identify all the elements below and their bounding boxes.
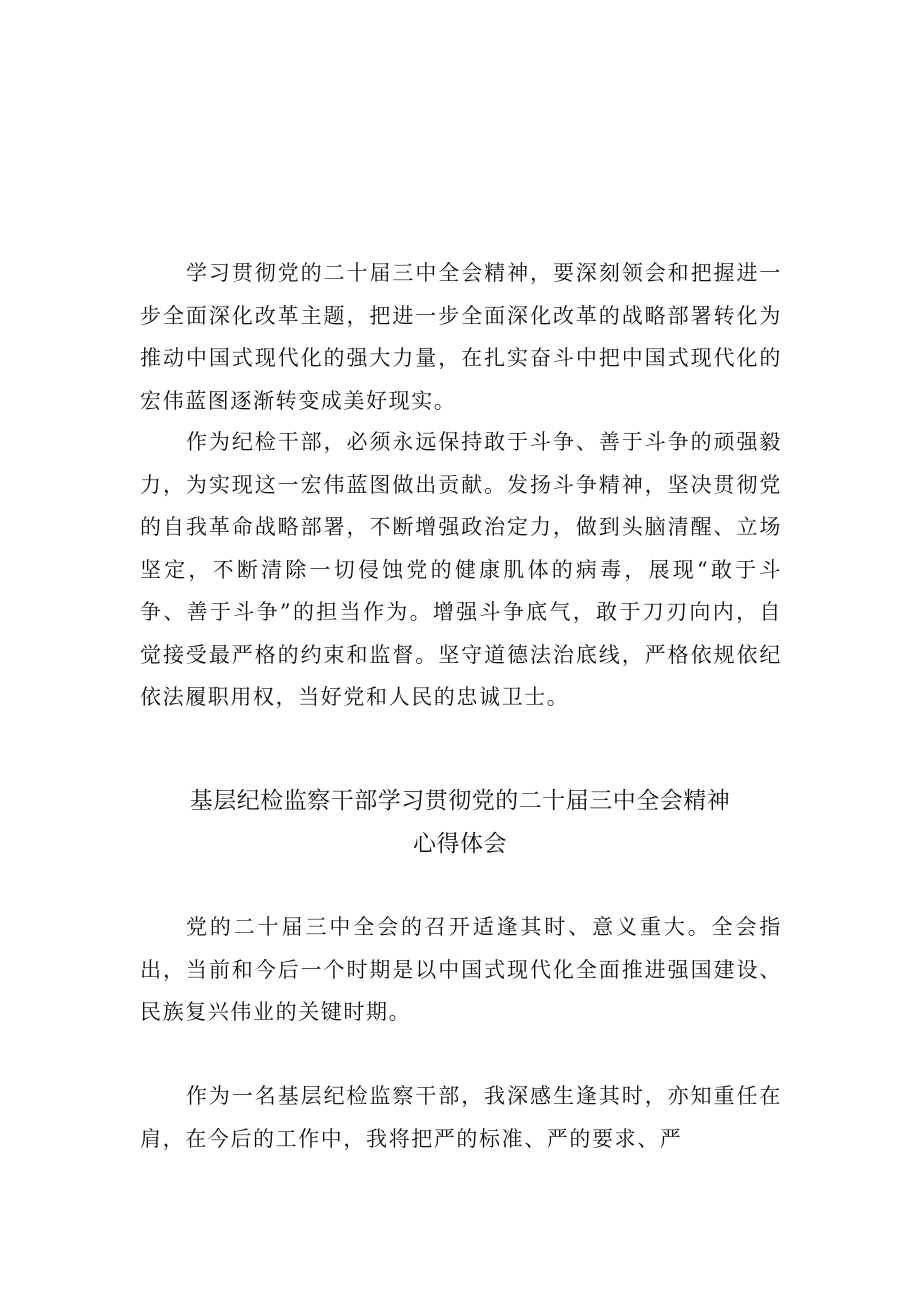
paragraph-1: 学习贯彻党的二十届三中全会精神，要深刻领会和把握进一步全面深化改革主题，把进一步全面深化改革的战略部署转化为推动中国式现代化的强大力量，在扎实奋斗中把中国式现代化的宏伟蓝图逐渐转变成美好现实。: [140, 261, 782, 413]
paragraph-2: 作为纪检干部，必须永远保持敢于斗争、善于斗争的顽强毅力，为实现这一宏伟蓝图做出贡献。发扬斗争精神，坚决贯彻党的自我革命战略部署，不断增强政治定力，做到头脑清醒、立场坚定，不断清除一切侵蚀党的健康肌体的病毒，展现“敢于斗争、善于斗争”的担当作为。增强斗争底气，敢于刀刃向内，自觉接受最严格的约束和监督。坚守道德法治底线，严格依规依纪依法履职用权，当好党和人民的忠诚卫士。: [140, 430, 782, 709]
section-heading-line-1: 基层纪检监察干部学习贯彻党的二十届三中全会精神: [189, 788, 731, 814]
paragraph-4: 作为一名基层纪检监察干部，我深感生逢其时，亦知重任在肩，在今后的工作中，我将把严的标准、严的要求、严: [140, 1084, 782, 1151]
paragraph-3: 党的二十届三中全会的召开适逢其时、意义重大。全会指出，当前和今后一个时期是以中国式现代化全面推进强国建设、民族复兴伟业的关键时期。: [140, 915, 782, 1024]
section-heading-line-2: 心得体会: [413, 831, 507, 857]
